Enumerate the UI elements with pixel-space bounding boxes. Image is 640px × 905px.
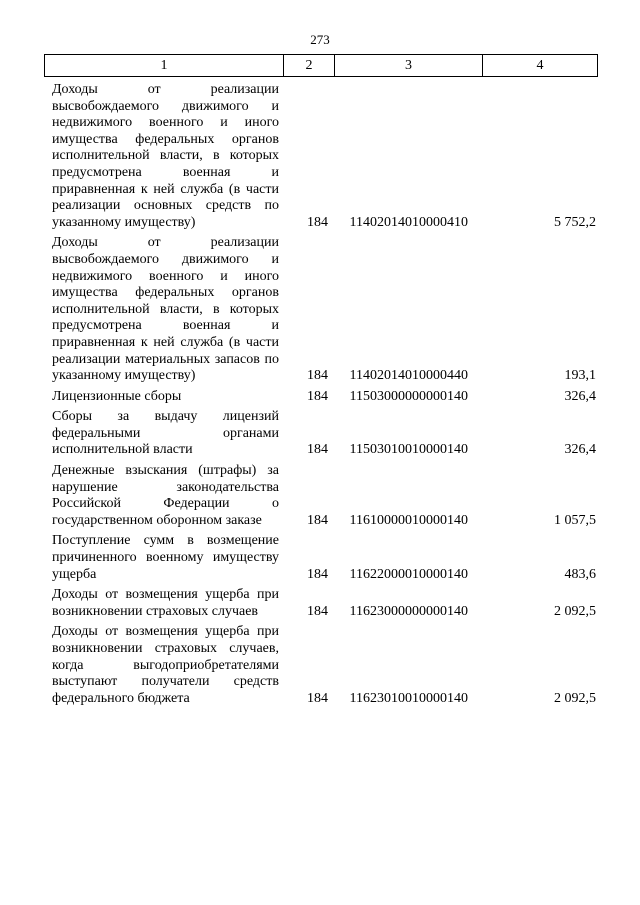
table-body (44, 82, 598, 711)
row-admin-code: 184 (307, 690, 328, 706)
table-row (44, 624, 598, 707)
table-row (44, 533, 598, 583)
table-header (44, 54, 598, 77)
row-amount: 1 057,5 (554, 512, 596, 528)
row-classification-code: 11503010010000140 (349, 442, 468, 458)
row-amount: 5 752,2 (554, 214, 596, 230)
row-description: Лицензионные сборы (52, 388, 182, 404)
row-amount: 193,1 (564, 368, 596, 384)
row-admin-code: 184 (307, 368, 328, 384)
row-admin-code: 184 (307, 442, 328, 458)
header-col-1: 1 (45, 55, 284, 76)
row-description: Поступление сумм в возмещение причиненного военному имуществу ущерба (52, 533, 279, 582)
row-amount: 2 092,5 (554, 690, 596, 706)
header-col-2: 2 (284, 55, 335, 76)
row-admin-code: 184 (307, 566, 328, 582)
table-row (44, 389, 598, 406)
row-classification-code: 11610000010000140 (349, 512, 468, 528)
row-description: Доходы от реализации высвобождаемого движимого и недвижимого военного и иного имущества федеральных органов исполнительной власти, в которых предусмотрена военная и приравненная к ней служба (в части реализации материальных запасов по указанному имуществу) (52, 235, 279, 384)
row-admin-code: 184 (307, 214, 328, 230)
row-classification-code: 11623000000000140 (349, 603, 468, 619)
row-classification-code: 11622000010000140 (349, 566, 468, 582)
row-description: Денежные взыскания (штрафы) за нарушение законодательства Российской Федерации о государственном оборонном заказе (52, 463, 279, 528)
row-description: Доходы от реализации высвобождаемого движимого и недвижимого военного и иного имущества федеральных органов исполнительной власти, в которых предусмотрена военная и приравненная к ней служба (в части реализации основных средств по указанному имуществу) (52, 82, 279, 230)
table-row (44, 235, 598, 384)
table-row (44, 409, 598, 459)
row-classification-code: 11402014010000410 (349, 214, 468, 230)
row-description: Сборы за выдачу лицензий федеральными органами исполнительной власти (52, 409, 279, 458)
row-admin-code: 184 (307, 512, 328, 528)
row-description: Доходы от возмещения ущерба при возникновении страховых случаев, когда выгодоприобретателями выступают получатели средств федерального бюджета (52, 624, 279, 706)
row-amount: 483,6 (564, 566, 596, 582)
row-amount: 326,4 (564, 442, 596, 458)
row-classification-code: 11623010010000140 (349, 690, 468, 706)
header-col-3: 3 (335, 55, 483, 76)
row-amount: 2 092,5 (554, 603, 596, 619)
table-row (44, 587, 598, 620)
row-description: Доходы от возмещения ущерба при возникновении страховых случаев (52, 587, 279, 619)
row-admin-code: 184 (307, 603, 328, 619)
row-classification-code: 11402014010000440 (349, 368, 468, 384)
row-classification-code: 11503000000000140 (349, 388, 468, 404)
header-col-4: 4 (536, 58, 544, 73)
row-admin-code: 184 (307, 388, 328, 404)
table-row (44, 463, 598, 529)
page-number: 273 (310, 32, 330, 47)
table-row (44, 82, 598, 231)
row-amount: 326,4 (564, 388, 596, 404)
